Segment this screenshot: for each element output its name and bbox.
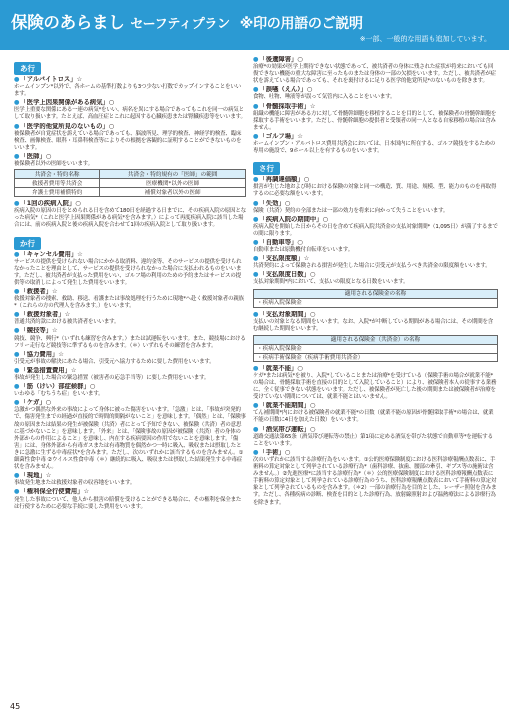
term-definition: いわゆる「むちうち症」をいいます。 — [14, 391, 104, 398]
glossary-entry — [253, 271, 498, 286]
bullet-icon: ● — [14, 287, 20, 295]
bullet-icon: ● — [14, 200, 20, 208]
table-header-cell: 共済会・特約名称 — [15, 170, 100, 179]
term-definition: 食物、吐物、唾液等が誤って気管内に入ることをいいます。 — [253, 94, 396, 101]
term-heading — [253, 365, 498, 373]
term-name: 「手術」○ — [259, 448, 291, 456]
glossary-entry — [253, 311, 498, 333]
term-heading — [14, 76, 246, 84]
term-definition: サービスの提供を受けられない場合にかかる取消料、違約金等、そのサービスの提供を受けられなかったことを理由として、サービスの提供を受けられなかった場合に支払われるものをいいます。ただし、被共済者が支払った費用をいい、ゴルフ場の利用のための予約またはサービスの提供等の取消しによって発生した費用をいいます。 — [14, 258, 242, 286]
term-definition: 被保険者以外の医師をいいます。 — [14, 161, 93, 168]
right-column — [253, 56, 498, 708]
term-heading — [14, 383, 246, 391]
term-definition: 損害が生じた地および時における保険の対象と同一の構造、質、用途、規模、型、能力のものを再取得するのに必要な額をいいます。 — [253, 184, 497, 198]
table-row — [15, 188, 246, 197]
header-title-row — [11, 9, 363, 33]
bullet-icon: ● — [14, 327, 20, 335]
bullet-icon: ● — [14, 383, 20, 391]
bullet-icon: ● — [253, 176, 259, 184]
glossary-entry — [253, 255, 498, 270]
table-cell: 医療機関*以外の医師 — [100, 179, 246, 188]
bullet-icon: ● — [253, 132, 259, 140]
glossary-entry — [14, 200, 246, 229]
term-heading — [253, 56, 498, 64]
term-definition: 疾病入院を開始した日からその日を含めて疾病入院共済金の支払対象期間*（1,095日）が満了するまでの間に限ります。 — [253, 223, 498, 237]
term-definition: 組織の機能に障害がある方に対して骨髄幹細胞を移植することを目的として、被保険者の骨髄幹細胞を採取する手術をいいます。ただし、骨髄幹細胞の提供者と受領者の同一人となる自家移植の場合は含みません。 — [253, 110, 497, 131]
term-definition: 普通共済約款における被共済者をいいます。 — [14, 319, 120, 326]
term-definition: 引受元が事故の解決にあたる場合、引受元へ協力するために要した費用をいいます。 — [14, 358, 215, 365]
term-name: 「医学上因果関係がある病気」○ — [20, 99, 115, 107]
page-title: 保険のあらまし — [11, 13, 125, 32]
bullet-icon: ● — [14, 250, 20, 258]
glossary-entry — [14, 472, 246, 487]
glossary-entry — [14, 383, 246, 398]
term-name: 「1回の疾病入院」○ — [20, 200, 81, 208]
glossary-entry — [14, 399, 246, 471]
bullet-icon: ● — [14, 366, 20, 374]
section-heading: さ行 — [253, 162, 280, 175]
box-title: 適用される保険金の名称 — [254, 290, 497, 299]
term-name: 「誤嚥（えん）」○ — [259, 86, 313, 94]
table-cell: 弁護士費用補償特約 — [15, 188, 100, 197]
term-heading — [253, 133, 498, 141]
bullet-icon: ● — [14, 76, 20, 83]
term-definition: 事故が発生した場合の緊急措置（被害者の応急手当等）に要した費用をいいます。 — [14, 375, 210, 381]
table-header-row — [15, 170, 246, 179]
bullet-icon: ● — [14, 152, 20, 160]
glossary-entry — [14, 367, 246, 382]
term-name: 「アルバイトロス」☆ — [20, 76, 83, 83]
term-definition: 救援対象者の捜索、救助、移送、看護または事故処理を行うために現地*へ赴く救援対象者の親族*（これらの方の代理人を含みます。）をいいます。 — [14, 296, 244, 310]
term-definition: 自動車または原動機付自転車をいいます。 — [253, 247, 354, 254]
bullet-icon: ● — [253, 238, 259, 246]
glossary-entry — [14, 123, 246, 152]
term-heading — [14, 153, 246, 161]
term-name: 「権利保全行使費用」☆ — [20, 488, 90, 496]
term-definition: ホームインプン*以外で、各ホームの基準打数よりも3つ少ない打数でカップインすることをいいます。 — [14, 84, 241, 98]
bullet-icon: ● — [253, 402, 259, 410]
table-header-cell: 共済会・特約規有の「医師」の範囲 — [100, 170, 246, 179]
term-definition: 発生した事故について、他人から損害の賠償を受けることができる場合に、その権利を保全または行使するために必要な手続に要した費用をいいます。 — [14, 496, 242, 510]
term-heading — [253, 426, 498, 434]
left-column — [14, 56, 246, 708]
glossary-entry — [14, 76, 246, 98]
section-heading: か行 — [14, 237, 41, 250]
term-definition: 共済契約によって保険される損害が発生した場合に引受元が支払うべき共済金の限度額をいいます。 — [253, 263, 491, 270]
definition-table — [14, 169, 246, 197]
term-name: 「就業不能」○ — [259, 364, 303, 372]
box-line: ・疾病入院保険金 — [257, 345, 302, 352]
bullet-icon: ● — [14, 472, 20, 480]
table-cell: 救援者費用等共済会 — [15, 179, 100, 188]
bullet-icon: ● — [253, 86, 259, 94]
glossary-entry — [14, 288, 246, 310]
term-definition: 医学上重要な関係にある一連の病気*をいい、病名を異にする場合であってもこれを同一の病気として取り扱います。たとえば、高血圧症とこれに起因する心臓疾患または腎臓疾患等をいいます。 — [14, 107, 246, 121]
bullet-icon: ● — [14, 350, 20, 358]
term-definition: 事故発生地または救援対象者の収容地をいいます。 — [14, 480, 136, 487]
term-name: 「救援者」☆ — [20, 287, 58, 295]
term-heading — [253, 103, 498, 111]
term-definition: 道路交通法第65条（酒気帯び運転等の禁止）第1項に定める酒気を帯びた状態で自動車等*を運転することをいいます。 — [253, 433, 493, 447]
bullet-icon: ● — [253, 310, 259, 318]
term-heading — [14, 200, 246, 208]
term-definition: 次のいずれかに該当する診療行為をいいます。①公的医療保険制度における医科診療報酬点数表に、手術料の算定対象として列挙されている診療行為*（歯科診療、抜歯、腰部の牽引、ギプス等の施術は含みません。）②先進医療*に該当する診療行為*（＊）公的医療保険制度における医科診療報酬点数表に手術料の算定対象として列挙されている診療行為のうち、医科診療報酬点数表において手術料の算定対象として列挙されているものを含みます。（＊2）一部の治療行為を目的とした、レーザー照射を含みます。ただし、各種疾病の診断、検査を目的とした診療行為、放射線照射および温熱療法による診療行為を除きます。 — [253, 456, 497, 506]
bullet-icon: ● — [253, 215, 259, 223]
plan-name: セーフティプラン — [130, 17, 230, 32]
term-heading — [14, 288, 246, 296]
applicable-box — [253, 335, 498, 362]
term-name: 「就業不能期間」○ — [259, 402, 316, 410]
term-definition: 保険（共済）契約の全部または一部の効力を将来に向かって失うことをいいます。 — [253, 207, 449, 214]
term-name: 「失効」○ — [259, 199, 291, 207]
glossary-entry — [253, 216, 498, 238]
term-heading — [253, 200, 498, 208]
term-name: 「ケガ」○ — [20, 399, 52, 407]
term-name: 「医師」○ — [20, 152, 52, 160]
term-name: 「救援対象者」☆ — [20, 311, 71, 319]
glossary-entry — [14, 311, 246, 326]
glossary-entry — [14, 351, 246, 366]
term-heading — [253, 449, 498, 457]
page-number: 45 — [10, 702, 21, 711]
glossary-entry — [253, 103, 498, 132]
glossary-entry — [14, 99, 246, 121]
bullet-icon: ● — [253, 102, 259, 110]
term-name: 「競技等」☆ — [20, 327, 58, 335]
term-definition: てん補期間*内における被保険者の就業不能*の日数（就業不能の原因が骨髄採取手術*の場合は、就業不能の日数に4日を加えた日数）をいいます。 — [253, 410, 494, 424]
section-heading: あ行 — [14, 62, 41, 75]
term-definition: 競技、競争、興行*（いずれも練習を含みます。）または試運転をいいます。また、競技場におけるフリー走行など競技等に準ずるものを含みます。（＊）いずれもその練習を含みます。 — [14, 335, 246, 349]
box-title: 適用される保険金（共済金）の名称 — [254, 336, 497, 345]
bullet-icon: ● — [253, 199, 259, 207]
glossary-entry — [14, 488, 246, 510]
term-name: 「骨髄採取手術」☆ — [259, 102, 316, 110]
glossary-entry — [253, 200, 498, 215]
glossary-heading: ※印の用語のご説明 — [239, 16, 363, 32]
term-heading — [253, 239, 498, 247]
term-name: 「再調達価額」○ — [259, 176, 310, 184]
glossary-entry — [253, 56, 498, 85]
term-heading — [14, 251, 246, 259]
term-definition: 急激かつ偶然な外来の事故によって身体に被った傷害をいいます。「急激」とは、「事故が突発的で、傷害発生までの経過が直接的で時間的間隔がないこと」を意味します。「偶然」とは、「保険事故の原因または結果の発生が被保険（共済）者にとって予知できない、被保険（共済）者の意思に基づかないこと」を意味します。「外来」とは、「保険事故の原因が被保険（共済）者の身体の外部からの作用によること」を意味し、内在する疾病要因の作用でないことを意味します。「傷害」には、身体外部から有毒ガスまたは有毒物質を偶然かつ一時に吸入、吸収または摂取したときに急激に生ずる中毒症状*を含みます。ただし、次のいずれかに該当するものを含みません。①細菌性食中毒 ②ウイルス性食中毒（＊）継続的に吸入、吸収または摂取した結果発生する中毒症状を含みません。 — [14, 407, 246, 471]
glossary-entry — [253, 365, 498, 401]
term-heading — [14, 123, 246, 131]
term-name: 「現地」☆ — [20, 472, 52, 480]
glossary-entry — [14, 251, 246, 287]
term-heading — [14, 327, 246, 335]
term-definition: ケガ*または病気*を被り、入院*していることまたは治療*を受けている（保険手術の場合が就業不能*の場合は、骨髄採取手術を直接の目的として入院していること）により、被保険者本人の従事する業務に、全く従事できない状態をいいます。ただし、被保険者が死亡した後の期間または被保険者が治療を受けていない期間については、就業不能とはいいません。 — [253, 372, 497, 401]
glossary-entry — [253, 239, 498, 254]
term-name: 「酒気帯び運転」○ — [259, 425, 316, 433]
bullet-icon: ● — [253, 448, 259, 456]
term-name: 「キャンセル費用」☆ — [20, 250, 83, 258]
bullet-icon: ● — [14, 99, 20, 107]
bullet-icon: ● — [14, 311, 20, 319]
bullet-icon: ● — [14, 122, 20, 130]
applicable-box — [253, 289, 498, 308]
glossary-entry — [253, 86, 498, 101]
term-heading — [14, 351, 246, 359]
term-heading — [14, 367, 246, 375]
term-name: 「自動車等」○ — [259, 238, 303, 246]
term-definition: 支払いの対象となる期間をいいます。なお、入院*が中断している期間がある場合には、その期間を含む継続した期間をいいます。 — [253, 318, 494, 332]
glossary-entry — [253, 449, 498, 507]
bullet-icon: ● — [14, 488, 20, 496]
glossary-entry — [253, 426, 498, 448]
bullet-icon: ● — [253, 425, 259, 433]
box-line: ・疾病入院保険金 — [257, 299, 302, 306]
bullet-icon: ● — [253, 56, 259, 63]
term-name: 「ゴルフ場」☆ — [259, 132, 303, 140]
box-line: ・疾病手術保険金（疾病手術費用共済金） — [254, 353, 497, 361]
glossary-entry — [253, 402, 498, 424]
bullet-icon: ● — [253, 364, 259, 372]
term-name: 「支払限度額」☆ — [259, 255, 310, 263]
glossary-entry — [253, 176, 498, 198]
term-name: 「疾病入院の期間中」○ — [259, 215, 328, 223]
term-heading — [253, 216, 498, 224]
bullet-icon: ● — [253, 271, 259, 279]
term-name: 「緊急措置費用」☆ — [20, 366, 77, 374]
table-row — [15, 179, 246, 188]
glossary-entry — [253, 133, 498, 155]
term-definition: 疾病入院の原因の日をとめられる日を含めて180日を経過する日までに、その疾病入院の原因となった病気*（これと医学上因果関係がある病気*を含みます。）によって再度疾病入院に該当した場合には、前の疾病入院と後の疾病入院を合わせて1回の疾病入院として取り扱います。 — [14, 208, 246, 229]
term-name: 「協力費用」☆ — [20, 350, 64, 358]
header-note: ※一部、一般的な用語も追加しています。 — [359, 35, 491, 43]
term-name: 「医学的他覚所見のないもの」○ — [20, 122, 115, 130]
term-heading — [253, 311, 498, 319]
glossary-entry — [14, 327, 246, 349]
bullet-icon: ● — [14, 399, 20, 407]
term-definition: 支払対象期間*内において、支払いの限度となる日数をいいます。 — [253, 279, 409, 286]
glossary-entry — [14, 153, 246, 168]
term-name: 「支払限度日数」○ — [259, 271, 316, 279]
term-name: 「後遺障害」○ — [259, 56, 303, 63]
table-cell: 補償対象者以外の医師 — [100, 188, 246, 197]
term-name: 「支払対象期間」○ — [259, 310, 316, 318]
term-heading — [14, 488, 246, 496]
term-name: 「筋（けい）部症候群」○ — [20, 383, 96, 391]
term-definition: 被保険者が自覚症状を訴えている場合であっても、脳波所見、理学的検査、神経学的検査、臨床検査、画像検査、眼科・耳鼻科検査等によりその根拠を客観的に証明することができないものをいいます。 — [14, 130, 242, 151]
page-header — [0, 0, 509, 50]
term-definition: ホームインプン・アルバトロス費用共済会においては、日本国内に所在する、ゴルフ競技をするための専用の施設で、9ホール以上を有するものをいいます。 — [253, 141, 496, 155]
bullet-icon: ● — [253, 255, 259, 263]
term-definition: 治療*の効果が医学上期待できない状態であって、被共済者の身体に残された症状が将来においても回復できない機能の重大な障害に至ったものまたは身体の一部の欠損をいいます。ただし、被共済者が症状を訴えている場合であっても、それを裏付けるに足りる医学的他覚所見*のないものを除きます。 — [253, 64, 496, 85]
